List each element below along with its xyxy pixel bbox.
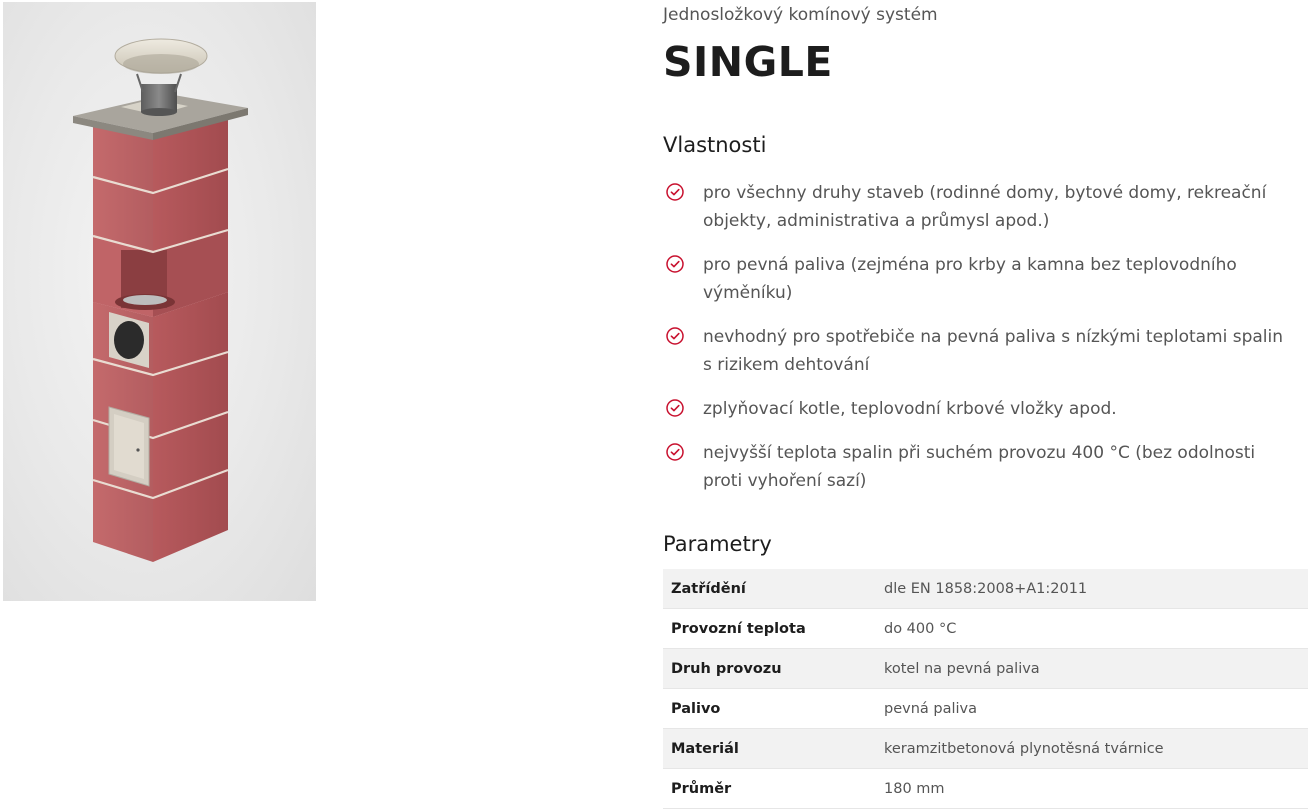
feature-item (663, 323, 1288, 379)
chimney-illustration (3, 2, 316, 601)
feature-item (663, 179, 1288, 235)
param-value: 180 mm (874, 769, 1308, 809)
product-subtitle: Jednosložkový komínový systém (663, 5, 938, 25)
feature-item (663, 439, 1288, 495)
param-label: Druh provozu (663, 649, 874, 689)
parameters-table (663, 569, 1308, 809)
table-row (663, 649, 1308, 689)
feature-text: nejvyšší teplota spalin při suchém provozu 400 °C (bez odolnosti proti vyhoření sazí) (703, 443, 1256, 491)
product-title: SINGLE (663, 38, 833, 86)
param-value: dle EN 1858:2008+A1:2011 (874, 569, 1308, 609)
table-row (663, 769, 1308, 809)
param-value: do 400 °C (874, 609, 1308, 649)
param-value: keramzitbetonová plynotěsná tvárnice (874, 729, 1308, 769)
check-circle-icon (665, 442, 685, 462)
table-row (663, 729, 1308, 769)
feature-item (663, 251, 1288, 307)
check-circle-icon (665, 254, 685, 274)
table-row (663, 569, 1308, 609)
features-heading: Vlastnosti (663, 133, 767, 157)
parameters-heading: Parametry (663, 532, 772, 556)
feature-text: nevhodný pro spotřebiče na pevná paliva s nízkými teplotami spalin s rizikem dehtování (703, 327, 1284, 375)
param-label: Palivo (663, 689, 874, 729)
param-label: Provozní teplota (663, 609, 874, 649)
check-circle-icon (665, 182, 685, 202)
param-label: Průměr (663, 769, 874, 809)
param-value: kotel na pevná paliva (874, 649, 1308, 689)
param-label: Zatřídění (663, 569, 874, 609)
feature-text: zplyňovací kotle, teplovodní krbové vložky apod. (703, 399, 1117, 419)
table-row (663, 609, 1308, 649)
check-circle-icon (665, 326, 685, 346)
feature-text: pro pevná paliva (zejména pro krby a kamna bez teplovodního výměníku) (703, 255, 1237, 303)
product-image (3, 2, 316, 601)
table-row (663, 689, 1308, 729)
param-value: pevná paliva (874, 689, 1308, 729)
feature-text: pro všechny druhy staveb (rodinné domy, bytové domy, rekreační objekty, administrativa a průmysl apod.) (703, 183, 1267, 231)
check-circle-icon (665, 398, 685, 418)
features-list (663, 179, 1288, 511)
feature-item (663, 395, 1288, 423)
param-label: Materiál (663, 729, 874, 769)
